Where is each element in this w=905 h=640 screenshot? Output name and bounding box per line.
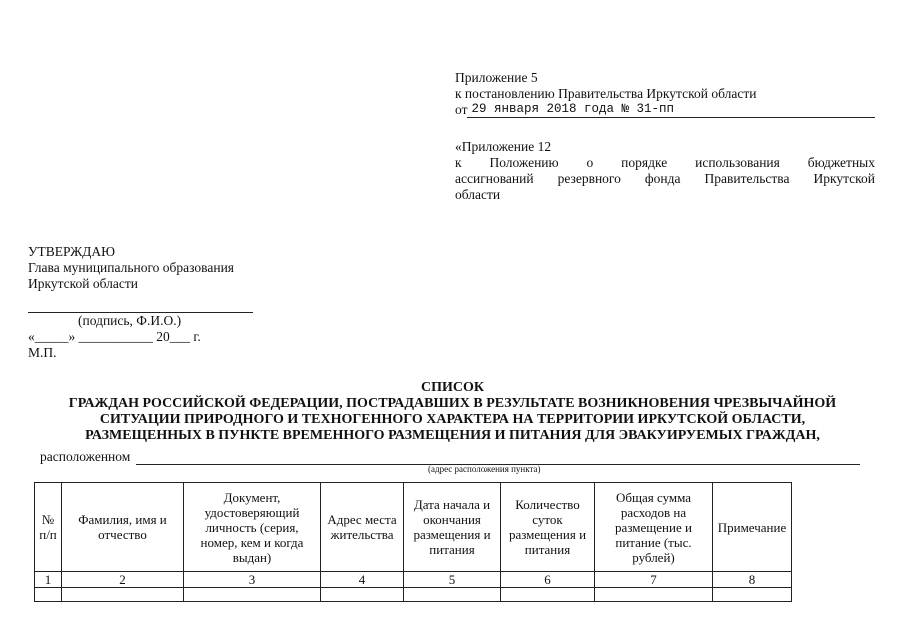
column-number: 5 <box>404 572 501 588</box>
location-caption: (адрес расположения пункта) <box>428 464 541 474</box>
date-prefix: от <box>455 102 468 117</box>
header-identity-document: Документ, удостоверяющий личность (серия, номер, кем и когда выдан) <box>184 483 321 572</box>
table-cell[interactable] <box>184 588 321 602</box>
table-cell[interactable] <box>35 588 62 602</box>
header-note: Примечание <box>713 483 792 572</box>
appendix-5-resolution: к постановлению Правительства Иркутской области <box>455 86 757 101</box>
table-cell[interactable] <box>501 588 595 602</box>
table-cell[interactable] <box>713 588 792 602</box>
signature-caption: (подпись, Ф.И.О.) <box>78 313 182 328</box>
column-number: 8 <box>713 572 792 588</box>
column-number: 2 <box>62 572 184 588</box>
table-cell[interactable] <box>62 588 184 602</box>
appendix-12-title: «Приложение 12 <box>455 139 552 154</box>
column-number: 4 <box>321 572 404 588</box>
appendix-5-date-line <box>455 102 875 118</box>
table-row <box>35 588 792 602</box>
table-cell[interactable] <box>404 588 501 602</box>
location-label: расположенном <box>40 449 131 464</box>
approval-position: Глава муниципального образования <box>28 260 235 275</box>
column-number: 6 <box>501 572 595 588</box>
stamp-place: М.П. <box>28 345 57 360</box>
location-fill-line <box>136 450 860 465</box>
table-column-numbers-row <box>35 572 792 588</box>
appendix-12-line-2: к Положению о порядке использования бюджетных <box>455 155 875 170</box>
approval-region: Иркутской области <box>28 276 139 291</box>
header-address: Адрес места жительства <box>321 483 404 572</box>
header-full-name: Фамилия, имя и отчество <box>62 483 184 572</box>
column-number: 7 <box>595 572 713 588</box>
column-number: 1 <box>35 572 62 588</box>
header-total-cost: Общая сумма расходов на размещение и питание (тыс. рублей) <box>595 483 713 572</box>
resolution-date-number: 29 января 2018 года № 31-пп <box>467 102 875 118</box>
header-dates: Дата начала и окончания размещения и питания <box>404 483 501 572</box>
approval-block <box>28 244 288 361</box>
header-days: Количество суток размещения и питания <box>501 483 595 572</box>
citizens-table <box>34 482 792 602</box>
approval-date-line: «_____» ___________ 20___ г. <box>28 329 201 344</box>
title-line-1: СПИСОК <box>420 380 485 395</box>
document-title <box>20 380 885 444</box>
title-line-2: ГРАЖДАН РОССИЙСКОЙ ФЕДЕРАЦИИ, ПОСТРАДАВШИХ В РЕЗУЛЬТАТЕ ВОЗНИКНОВЕНИЯ ЧРЕЗВЫЧАЙНОЙ <box>68 396 837 411</box>
appendix-12-line-4: области <box>455 187 501 202</box>
approval-heading: УТВЕРЖДАЮ <box>28 244 116 259</box>
appendix-5-block <box>455 70 875 118</box>
appendix-12-line-3: ассигнований резервного фонда Правительства Иркутской <box>455 171 875 186</box>
appendix-12-block <box>455 139 875 203</box>
table-cell[interactable] <box>595 588 713 602</box>
location-line <box>40 449 860 465</box>
table-cell[interactable] <box>321 588 404 602</box>
column-number: 3 <box>184 572 321 588</box>
signature-line <box>28 298 253 313</box>
header-number: № п/п <box>35 483 62 572</box>
appendix-5-title: Приложение 5 <box>455 70 538 85</box>
table-header-row <box>35 483 792 572</box>
title-line-4: РАЗМЕЩЕННЫХ В ПУНКТЕ ВРЕМЕННОГО РАЗМЕЩЕНИЯ И ПИТАНИЯ ДЛЯ ЭВАКУИРУЕМЫХ ГРАЖДАН, <box>85 428 820 443</box>
title-line-3: СИТУАЦИИ ПРИРОДНОГО И ТЕХНОГЕННОГО ХАРАКТЕРА НА ТЕРРИТОРИИ ИРКУТСКОЙ ОБЛАСТИ, <box>99 412 806 427</box>
